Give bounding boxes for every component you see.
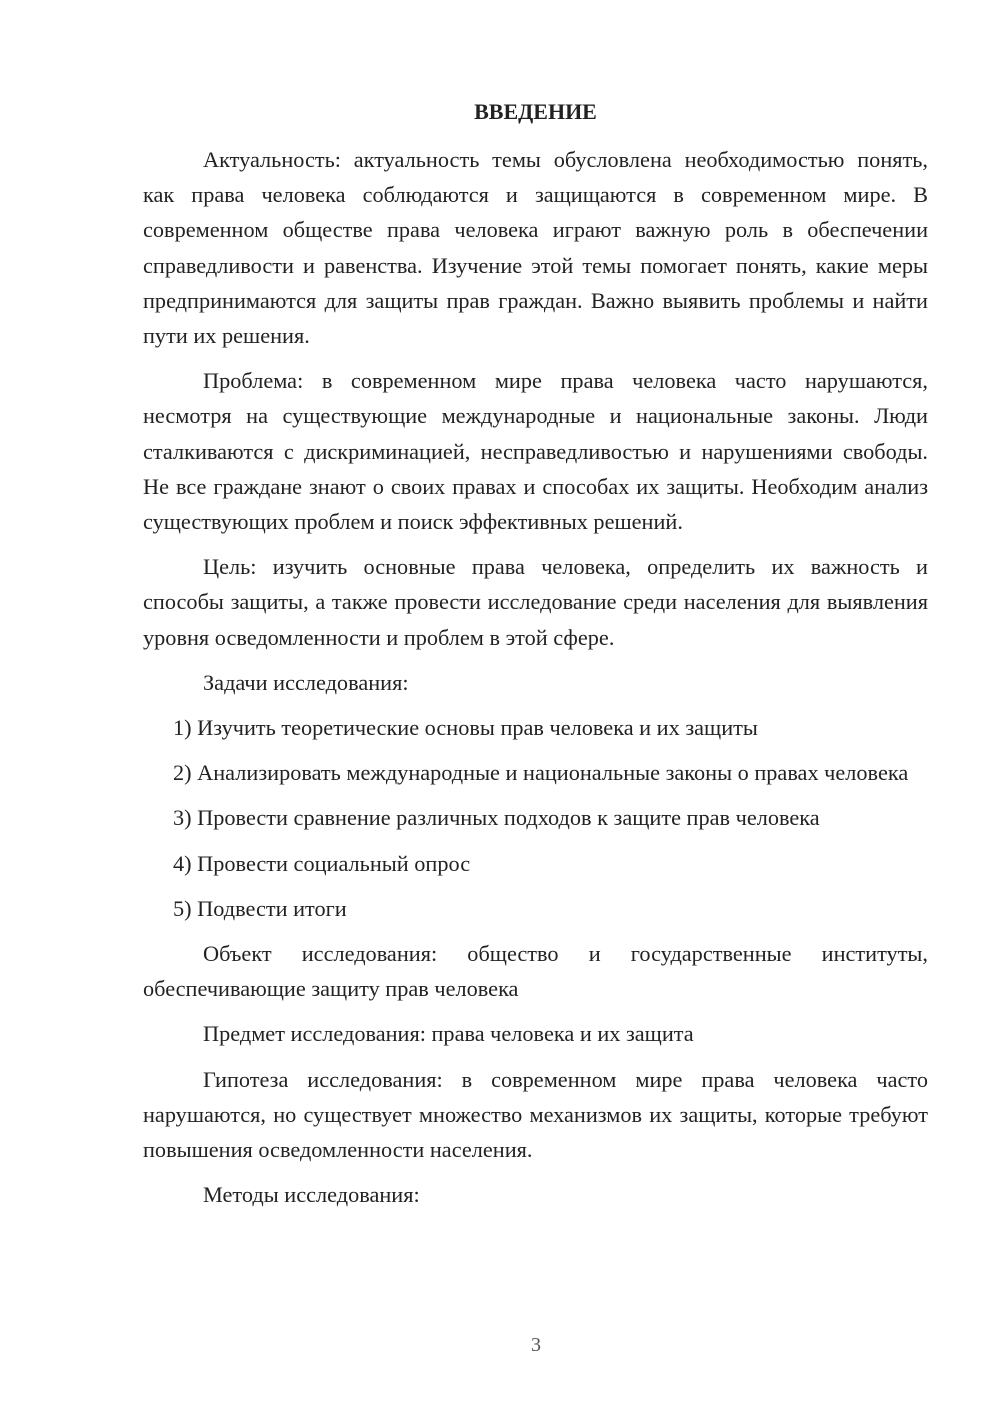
page-number: 3 [531,1334,541,1356]
task-item: 2) Анализировать международные и национальные законы о правах человека [173,760,909,786]
paragraph-methods: Методы исследования: [203,1182,420,1208]
paragraph-tasks-heading: Задачи исследования: [203,669,409,695]
page-title: ВВЕДЕНИЕ [474,99,597,124]
paragraph-hypothesis: Гипотеза исследования: в современном мире права человека часто нарушаются, но существует множество механизмов их защиты, которые требуют повышения осведомленности населения. [143,1066,928,1163]
task-item: 4) Провести социальный опрос [173,850,471,876]
task-item: 5) Подвести итоги [173,895,347,921]
paragraph-goal: Цель: изучить основные права человека, определить их важность и способы защиты, а также провести исследование среди населения для выявления уровня осведомленности и проблем в этой сфере. [143,554,928,650]
task-item: 1) Изучить теоретические основы прав человека и их защиты [173,715,758,741]
task-item: 3) Провести сравнение различных подходов к защите прав человека [173,805,820,831]
paragraph-relevance: Актуальность: актуальность темы обусловлена необходимостью понять, как права человека соблюдаются и защищаются в современном мире. В современном обществе права человека играют важную роль в обеспечении справедливости и равенства. Изучение этой темы помогает понять, какие меры предпринимаются для защиты прав граждан. Важно выявить проблемы и найти пути их решения. [143,147,928,349]
paragraph-problem: Проблема: в современном мире права человека часто нарушаются, несмотря на существующие международные и национальные законы. Люди сталкиваются с дискриминацией, несправедливостью и нарушениями свободы. Не все граждане знают о своих правах и способах их защиты. Необходим анализ существующих проблем и поиск эффективных решений. [143,368,928,535]
paragraph-subject: Предмет исследования: права человека и их защита [203,1021,694,1047]
document-body [143,142,928,1222]
paragraph-object: Объект исследования: общество и государственные институты, обеспечивающие защиту прав человека [143,941,928,1002]
